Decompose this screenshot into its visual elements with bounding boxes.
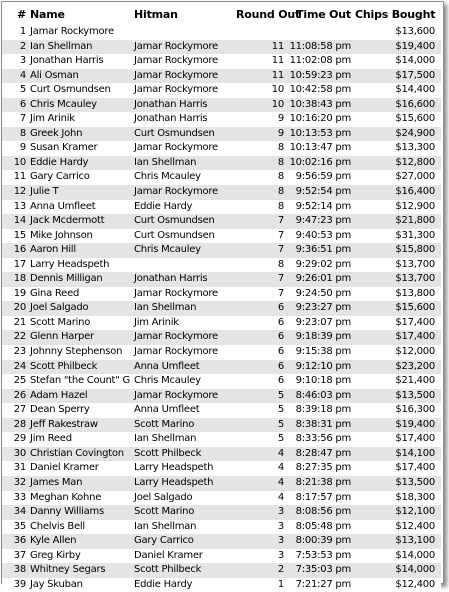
cell-name: Jay Skuban [30,578,134,592]
cell-num: 17 [2,258,30,273]
header-time-out: Time Out [296,8,351,21]
cell-time-out: 9:10:18 pm [288,374,355,389]
table-row [2,578,441,592]
cell-chips-bought: $19,400 [355,40,441,55]
cell-time-out: 9:40:53 pm [288,229,355,244]
cell-num: 34 [2,505,30,520]
cell-round-out: 5 [236,403,288,418]
table-header-row [2,5,441,25]
cell-num: 13 [2,200,30,215]
table-row [2,185,441,200]
cell-hitman: Curt Osmundsen [134,229,236,244]
cell-round-out: 8 [236,258,288,273]
cell-hitman: Jamar Rockymore [134,83,236,98]
cell-time-out: 9:23:27 pm [288,301,355,316]
cell-hitman: Jonathan Harris [134,272,236,287]
cell-round-out: 11 [236,40,288,55]
cell-num: 29 [2,432,30,447]
cell-num: 21 [2,316,30,331]
cell-round-out: 1 [236,578,288,592]
cell-num: 14 [2,214,30,229]
cell-time-out: 9:36:51 pm [288,243,355,258]
cell-hitman: Jamar Rockymore [134,330,236,345]
cell-round-out: 6 [236,330,288,345]
cell-time-out: 10:38:43 pm [288,98,355,113]
cell-name: Jim Reed [30,432,134,447]
cell-time-out: 9:24:50 pm [288,287,355,302]
cell-hitman: Ian Shellman [134,301,236,316]
cell-time-out: 10:16:20 pm [288,112,355,127]
cell-name: Scott Philbeck [30,360,134,375]
cell-name: Meghan Kohne [30,491,134,506]
cell-name: Gary Carrico [30,170,134,185]
cell-num: 27 [2,403,30,418]
cell-chips-bought: $24,900 [355,127,441,142]
cell-hitman: Chris Mcauley [134,243,236,258]
cell-chips-bought: $13,700 [355,272,441,287]
header-hitman: Hitman [134,8,178,21]
table-row [2,258,441,273]
cell-hitman: Chris Mcauley [134,374,236,389]
cell-hitman: Jamar Rockymore [134,389,236,404]
table-row [2,534,441,549]
table-row [2,403,441,418]
cell-round-out: 10 [236,98,288,113]
cell-round-out: 7 [236,214,288,229]
cell-chips-bought: $12,800 [355,156,441,171]
cell-num: 26 [2,389,30,404]
table-row [2,476,441,491]
cell-hitman: Jonathan Harris [134,112,236,127]
cell-time-out: 8:08:56 pm [288,505,355,520]
cell-name: Larry Headspeth [30,258,134,273]
cell-time-out: 10:59:23 pm [288,69,355,84]
cell-round-out: 3 [236,534,288,549]
cell-num: 37 [2,549,30,564]
cell-hitman: Jamar Rockymore [134,345,236,360]
cell-round-out: 8 [236,141,288,156]
cell-num: 4 [2,69,30,84]
cell-name: Greek John [30,127,134,142]
cell-round-out: 11 [236,69,288,84]
table-row [2,345,441,360]
cell-hitman: Jim Arinik [134,316,236,331]
cell-num: 18 [2,272,30,287]
cell-num: 10 [2,156,30,171]
cell-hitman: Ian Shellman [134,520,236,535]
table-row [2,432,441,447]
table-body [2,25,441,592]
cell-num: 38 [2,563,30,578]
table-row [2,316,441,331]
results-table [2,5,441,592]
cell-num: 3 [2,54,30,69]
cell-hitman: Scott Philbeck [134,447,236,462]
cell-hitman: Gary Carrico [134,534,236,549]
cell-round-out: 10 [236,83,288,98]
cell-hitman [134,258,236,273]
cell-name: Jeff Rakestraw [30,418,134,433]
cell-round-out: 3 [236,520,288,535]
table-row [2,170,441,185]
cell-time-out: 10:13:47 pm [288,141,355,156]
cell-chips-bought: $16,400 [355,185,441,200]
cell-round-out: 7 [236,229,288,244]
table-row [2,127,441,142]
cell-name: Glenn Harper [30,330,134,345]
cell-num: 7 [2,112,30,127]
cell-time-out: 9:29:02 pm [288,258,355,273]
cell-round-out: 6 [236,301,288,316]
cell-num: 23 [2,345,30,360]
cell-num: 30 [2,447,30,462]
table-row [2,360,441,375]
cell-hitman: Jamar Rockymore [134,54,236,69]
cell-hitman: Jamar Rockymore [134,69,236,84]
cell-time-out: 9:12:10 pm [288,360,355,375]
cell-round-out: 6 [236,360,288,375]
table-row [2,520,441,535]
cell-name: Dean Sperry [30,403,134,418]
cell-chips-bought: $23,200 [355,360,441,375]
table-row [2,112,441,127]
cell-num: 31 [2,461,30,476]
cell-round-out: 6 [236,374,288,389]
cell-chips-bought: $13,800 [355,287,441,302]
cell-hitman: Jamar Rockymore [134,287,236,302]
cell-time-out: 10:02:16 pm [288,156,355,171]
cell-chips-bought: $12,400 [355,520,441,535]
table-row [2,243,441,258]
cell-name: Stefan "the Count" G [30,374,134,389]
table-row [2,491,441,506]
cell-chips-bought: $14,400 [355,83,441,98]
cell-name: Kyle Allen [30,534,134,549]
cell-hitman: Curt Osmundsen [134,127,236,142]
cell-round-out: 3 [236,549,288,564]
cell-num: 25 [2,374,30,389]
cell-hitman: Curt Osmundsen [134,214,236,229]
cell-chips-bought: $17,400 [355,330,441,345]
cell-name: Jack Mcdermott [30,214,134,229]
cell-hitman: Anna Umfleet [134,403,236,418]
cell-hitman: Scott Marino [134,418,236,433]
cell-name: Whitney Segars [30,563,134,578]
cell-num: 39 [2,578,30,592]
cell-time-out: 8:21:38 pm [288,476,355,491]
cell-round-out: 7 [236,272,288,287]
table-row [2,461,441,476]
cell-chips-bought: $12,400 [355,578,441,592]
table-row [2,156,441,171]
cell-hitman: Jamar Rockymore [134,141,236,156]
table-row [2,418,441,433]
cell-round-out: 8 [236,185,288,200]
cell-name: Christian Covington [30,447,134,462]
cell-name: Ali Osman [30,69,134,84]
cell-name: Chelvis Bell [30,520,134,535]
cell-num: 35 [2,520,30,535]
cell-hitman [134,25,236,40]
cell-chips-bought: $14,000 [355,549,441,564]
cell-hitman: Chris Mcauley [134,170,236,185]
table-row [2,389,441,404]
cell-time-out: 8:28:47 pm [288,447,355,462]
cell-round-out: 9 [236,112,288,127]
cell-hitman: Larry Headspeth [134,476,236,491]
cell-name: Dennis Milligan [30,272,134,287]
cell-hitman: Ian Shellman [134,432,236,447]
cell-num: 1 [2,25,30,40]
cell-hitman: Scott Marino [134,505,236,520]
cell-num: 15 [2,229,30,244]
cell-name: Anna Umfleet [30,200,134,215]
cell-name: Adam Hazel [30,389,134,404]
cell-num: 6 [2,98,30,113]
cell-chips-bought: $31,300 [355,229,441,244]
table-row [2,563,441,578]
cell-time-out [288,25,355,40]
cell-hitman: Jamar Rockymore [134,185,236,200]
cell-round-out: 8 [236,200,288,215]
cell-num: 11 [2,170,30,185]
cell-hitman: Daniel Kramer [134,549,236,564]
cell-num: 20 [2,301,30,316]
table-row [2,301,441,316]
table-row [2,505,441,520]
cell-name: Aaron Hill [30,243,134,258]
cell-num: 28 [2,418,30,433]
cell-name: Curt Osmundsen [30,83,134,98]
cell-chips-bought: $14,000 [355,563,441,578]
cell-num: 32 [2,476,30,491]
cell-name: Daniel Kramer [30,461,134,476]
cell-num: 8 [2,127,30,142]
cell-chips-bought: $12,000 [355,345,441,360]
cell-round-out: 4 [236,447,288,462]
cell-time-out: 9:26:01 pm [288,272,355,287]
cell-time-out: 8:39:18 pm [288,403,355,418]
results-table-panel [1,1,444,590]
cell-time-out: 7:21:27 pm [288,578,355,592]
cell-chips-bought: $19,400 [355,418,441,433]
cell-name: Gina Reed [30,287,134,302]
cell-chips-bought: $15,600 [355,112,441,127]
cell-name: James Man [30,476,134,491]
table-row [2,214,441,229]
cell-hitman: Scott Philbeck [134,563,236,578]
table-row [2,549,441,564]
header-num: # [16,8,26,21]
cell-hitman: Eddie Hardy [134,200,236,215]
cell-time-out: 8:46:03 pm [288,389,355,404]
cell-time-out: 8:05:48 pm [288,520,355,535]
cell-name: Mike Johnson [30,229,134,244]
cell-time-out: 9:18:39 pm [288,330,355,345]
cell-chips-bought: $14,000 [355,54,441,69]
cell-round-out: 4 [236,476,288,491]
cell-round-out: 8 [236,156,288,171]
cell-chips-bought: $13,600 [355,25,441,40]
cell-time-out: 9:47:23 pm [288,214,355,229]
cell-name: Ian Shellman [30,40,134,55]
cell-hitman: Ian Shellman [134,156,236,171]
cell-round-out [236,25,288,40]
header-chips-bought: Chips Bought [355,8,436,21]
cell-num: 24 [2,360,30,375]
cell-round-out: 6 [236,316,288,331]
cell-name: Danny Williams [30,505,134,520]
cell-chips-bought: $13,500 [355,476,441,491]
cell-name: Scott Marino [30,316,134,331]
cell-round-out: 7 [236,287,288,302]
table-row [2,83,441,98]
table-row [2,447,441,462]
header-name: Name [30,8,65,21]
cell-chips-bought: $14,100 [355,447,441,462]
cell-chips-bought: $15,600 [355,301,441,316]
table-row [2,374,441,389]
cell-chips-bought: $13,500 [355,389,441,404]
table-row [2,40,441,55]
cell-num: 33 [2,491,30,506]
cell-name: Jamar Rockymore [30,25,134,40]
cell-round-out: 6 [236,345,288,360]
table-row [2,25,441,40]
header-round-out: Round Out [236,8,301,21]
cell-name: Jim Arinik [30,112,134,127]
cell-num: 9 [2,141,30,156]
cell-chips-bought: $21,400 [355,374,441,389]
cell-chips-bought: $16,300 [355,403,441,418]
table-row [2,98,441,113]
cell-num: 22 [2,330,30,345]
cell-time-out: 10:13:53 pm [288,127,355,142]
table-row [2,330,441,345]
cell-round-out: 4 [236,491,288,506]
cell-hitman: Larry Headspeth [134,461,236,476]
cell-chips-bought: $13,300 [355,141,441,156]
cell-time-out: 8:27:35 pm [288,461,355,476]
cell-round-out: 5 [236,389,288,404]
cell-num: 16 [2,243,30,258]
cell-hitman: Anna Umfleet [134,360,236,375]
cell-time-out: 9:15:38 pm [288,345,355,360]
cell-time-out: 9:23:07 pm [288,316,355,331]
cell-round-out: 9 [236,127,288,142]
cell-chips-bought: $13,100 [355,534,441,549]
cell-round-out: 11 [236,54,288,69]
cell-time-out: 8:38:31 pm [288,418,355,433]
cell-name: Joel Salgado [30,301,134,316]
cell-chips-bought: $17,500 [355,69,441,84]
cell-chips-bought: $17,400 [355,316,441,331]
cell-name: Susan Kramer [30,141,134,156]
cell-chips-bought: $17,400 [355,461,441,476]
cell-round-out: 7 [236,243,288,258]
cell-chips-bought: $21,800 [355,214,441,229]
cell-chips-bought: $16,600 [355,98,441,113]
cell-chips-bought: $17,400 [355,432,441,447]
cell-round-out: 5 [236,432,288,447]
cell-round-out: 2 [236,563,288,578]
table-row [2,272,441,287]
table-row [2,229,441,244]
cell-name: Johnny Stephenson [30,345,134,360]
cell-time-out: 11:02:08 pm [288,54,355,69]
cell-time-out: 9:56:59 pm [288,170,355,185]
cell-time-out: 11:08:58 pm [288,40,355,55]
cell-num: 12 [2,185,30,200]
cell-time-out: 7:53:53 pm [288,549,355,564]
cell-chips-bought: $12,100 [355,505,441,520]
cell-time-out: 10:42:58 pm [288,83,355,98]
cell-name: Greg Kirby [30,549,134,564]
table-row [2,200,441,215]
cell-time-out: 8:33:56 pm [288,432,355,447]
table-row [2,141,441,156]
cell-time-out: 9:52:54 pm [288,185,355,200]
cell-chips-bought: $15,800 [355,243,441,258]
cell-num: 19 [2,287,30,302]
cell-hitman: Jonathan Harris [134,98,236,113]
cell-name: Julie T [30,185,134,200]
cell-hitman: Eddie Hardy [134,578,236,592]
cell-time-out: 8:17:57 pm [288,491,355,506]
cell-time-out: 8:00:39 pm [288,534,355,549]
cell-chips-bought: $13,700 [355,258,441,273]
cell-round-out: 8 [236,170,288,185]
cell-time-out: 9:52:14 pm [288,200,355,215]
cell-chips-bought: $18,300 [355,491,441,506]
cell-name: Jonathan Harris [30,54,134,69]
cell-round-out: 4 [236,461,288,476]
cell-hitman: Jamar Rockymore [134,40,236,55]
cell-round-out: 3 [236,505,288,520]
cell-chips-bought: $27,000 [355,170,441,185]
cell-num: 36 [2,534,30,549]
table-row [2,69,441,84]
cell-name: Eddie Hardy [30,156,134,171]
cell-chips-bought: $12,900 [355,200,441,215]
cell-time-out: 7:35:03 pm [288,563,355,578]
cell-num: 5 [2,83,30,98]
cell-name: Chris Mcauley [30,98,134,113]
cell-num: 2 [2,40,30,55]
cell-hitman: Joel Salgado [134,491,236,506]
table-row [2,287,441,302]
cell-round-out: 5 [236,418,288,433]
table-row [2,54,441,69]
